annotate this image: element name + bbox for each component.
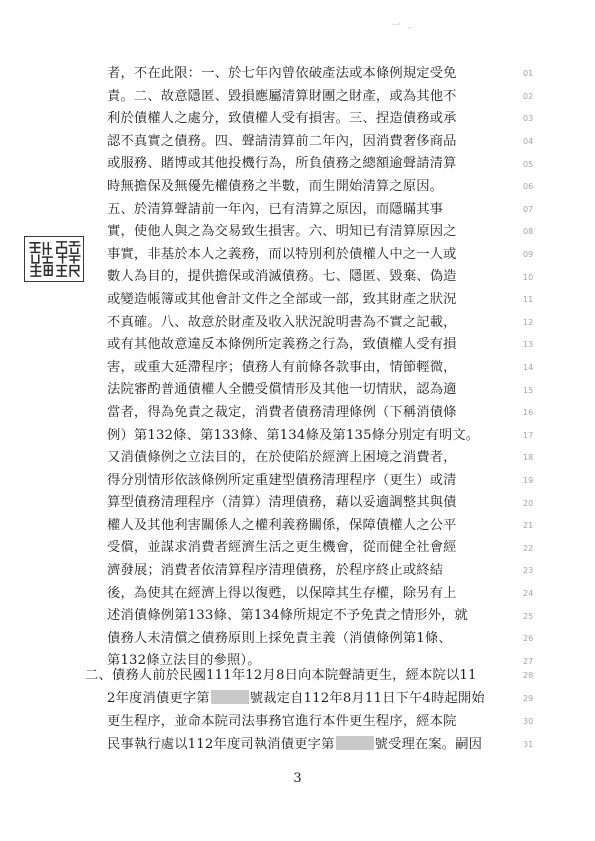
redaction-block [336,736,374,750]
text-line: 或變造帳簿或其他會計文件之全部或一部，致其財產之狀況 [107,291,457,307]
line-number: 05 [523,160,534,169]
text-line: 實，使他人與之為交易致生損害。六、明知已有清算原因之 [107,224,457,240]
text-line: 當者，得為免責之裁定，消費者債務清理條例（下稱消債條 [107,404,457,420]
line-number: 26 [523,634,534,643]
line-number: 12 [523,318,534,327]
line-number: 11 [523,295,534,304]
line-number: 03 [523,114,534,123]
text-line: 得分別情形依該條例所定重建型債務清理程序（更生）或清 [107,472,457,488]
text-line: 例）第132條、第133條、第134條及第135條分別定有明文。 [107,427,480,443]
item-text: 號裁定自112年8月11日下午4時起開始 [249,691,485,706]
line-number: 31 [523,740,534,749]
text-line: 後，為使其在經濟上得以復甦，以保障其生存權，除另有上 [107,585,457,601]
line-number: 22 [523,544,534,553]
line-number: 07 [523,205,534,214]
item-number: 二、 [85,668,112,683]
line-number: 25 [523,612,534,621]
item-text: 號受理在案。嗣因 [374,737,483,752]
text-line: 不真確。八、故意於財產及收入狀況說明書為不實之記載， [107,314,457,330]
court-seal [24,236,84,282]
line-number: 19 [523,476,534,485]
seal-glyphs-icon [27,239,81,279]
text-line: 第132條立法目的參照）。 [107,653,261,669]
line-number: 21 [523,521,534,530]
line-number: 04 [523,137,534,146]
text-line: 五、於清算聲請前一年內，已有清算之原因，而隱瞞其事 [107,201,444,217]
text-line: 算型債務清理程序（清算）清理債務，藉以妥適調整其與債 [107,495,457,511]
line-number: 24 [523,589,534,598]
line-number: 06 [523,182,534,191]
line-number: 14 [523,363,534,372]
text-line: 或有其他故意違反本條例所定義務之行為，致債權人受有損 [107,337,457,353]
line-number: 18 [523,453,534,462]
text-line: 利於債權人之處分，致債權人受有損害。三、捏造債務或承 [107,111,457,127]
line-number: 09 [523,250,534,259]
text-line: 害，或重大延滯程序；債務人有前條各款事由，情節輕微， [107,359,457,375]
line-number: 20 [523,499,534,508]
page-number: 3 [293,771,302,786]
text-line: 者，不在此限：一、於七年內曾依破產法或本條例規定受免 [107,66,457,81]
item-2-line-4 [107,734,517,757]
text-line: 受償，並謀求消費者經濟生活之更生機會，從而健全社會經 [107,540,457,556]
line-number: 10 [523,273,534,282]
text-line: 責。二、故意隱匿、毀損應屬清算財團之財產，或為其他不 [107,88,457,104]
text-line: 債務人未清償之債務原則上採免責主義（消債條例第1條、 [107,630,452,646]
line-number: 17 [523,431,534,440]
text-line: 或服務、賭博或其他投機行為，所負債務之總額逾聲請清算 [107,156,457,172]
line-number: 23 [523,566,534,575]
item-2-line-1 [85,665,517,688]
text-line: 事實，非基於本人之義務，而以特別利於債權人中之一人或 [107,246,457,262]
text-line: 又消債條例之立法目的，在於使陷於經濟上困境之消費者， [107,450,457,466]
item-text: 債務人前於民國111年12月8日向本院聲請更生，經本院以11 [111,668,477,683]
item-text: 2年度消債更字第 [107,691,210,706]
text-line: 認不真實之債務。四、聲請清算前二年內，因消費奢侈商品 [107,133,457,149]
line-number: 27 [523,657,534,666]
item-2-line-3: 更生程序，並命本院司法事務官進行本件更生程序，經本院 [107,714,457,729]
text-line: 法院審酌普通債權人全體受償情形及其他一切情狀，認為適 [107,382,457,398]
line-number: 16 [523,408,534,417]
scan-mark: 一 . [392,21,413,31]
text-line: 數人為目的，提供擔保或消滅債務。七、隱匿、毀棄、偽造 [107,269,457,285]
line-number: 13 [523,340,534,349]
line-number: 08 [523,227,534,236]
redaction-block [211,690,249,704]
line-number: 28 [523,671,534,680]
line-number: 02 [523,92,534,101]
line-number: 01 [523,69,534,78]
text-line: 述消債條例第133條、第134條所規定不予免責之情形外，就 [107,608,468,624]
text-line: 濟發展；消費者依清算程序清理債務，於程序終止或終結 [107,563,444,579]
line-number: 29 [523,694,534,703]
item-2-line-2 [107,688,517,711]
paragraph-1 [107,63,517,673]
text-line: 權人及其他利害關係人之權利義務關係，保障債權人之公平 [107,517,457,533]
line-number: 30 [523,717,534,726]
text-line: 時無擔保及無優先權債務之半數，而生開始清算之原因。 [107,178,444,194]
item-text: 民事執行處以112年度司執消債更字第 [107,737,335,752]
line-number: 15 [523,386,534,395]
